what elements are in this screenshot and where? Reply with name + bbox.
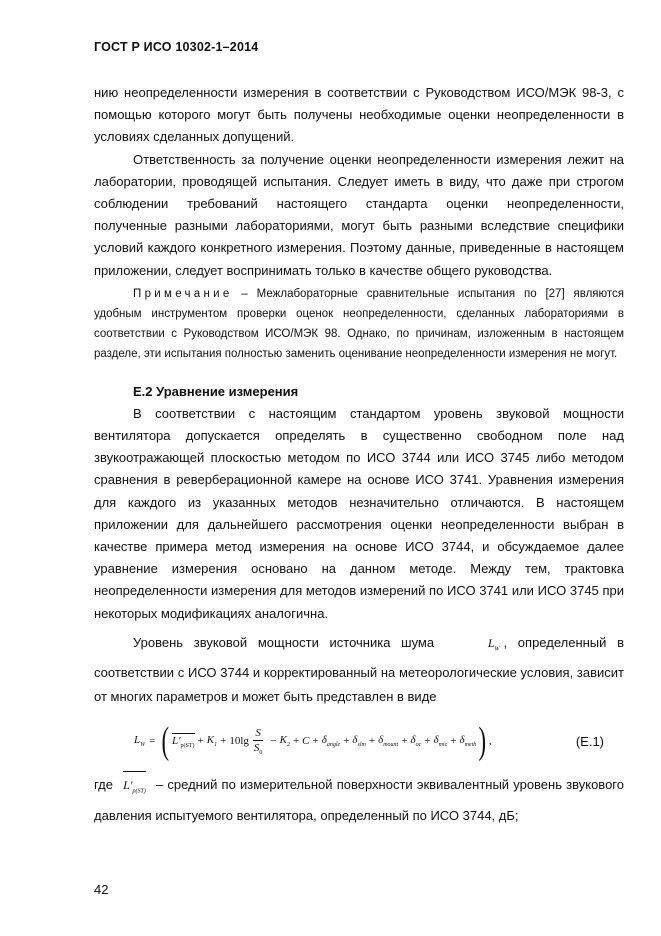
eq-delta-angle: $\delta_{angle}$ [321, 734, 341, 749]
eq-lhs: $L_W$ [134, 734, 146, 749]
page-number: 42 [94, 882, 109, 897]
symbol-lw-inline: $L_W$ [487, 635, 500, 653]
note-text: – Межлабораторные сравнительные испытания по [27] являются удобным инструментом проверки оценок неопределенности, сделанных лабораториями в соответствии с Руководством ИСО/МЭК 98. Однако, по причинам, изложенным в настоящем разделе, эти испытания полностью заменить оценивание неопределенности измерения не могут. [94, 287, 624, 360]
document-header: ГОСТ Р ИСО 10302-1–2014 [94, 40, 259, 54]
where-text: – средний по измерительной поверхности эквивалентный уровень звукового давления испытуемого вентилятора, определенный по ИСО 3744, дБ; [94, 777, 624, 823]
note-lead: Примечание [133, 287, 233, 300]
where-paragraph [94, 771, 624, 827]
left-paren: ( [161, 720, 170, 763]
page-content [94, 82, 624, 828]
eq-k2: $K_2$ [279, 734, 290, 749]
section-title: Е.2 Уравнение измерения [133, 383, 299, 399]
symbol-lp-where: $L'_{p(ST)}$ [123, 771, 146, 803]
eq-c: C [302, 735, 310, 748]
equation-e1: $L_W$ = ( $L'_{p(ST)}$ + $K_1$ + 10lg $\frac{S}{S_0}$ − $K_2$ + C + $\delta_{angle}$ + $\delta_{slm}$ + $\delta_{mount}$ + $\delta_{oc}$ + $\delta_{mic}$ + $\delta_{meth}$ ) , [134, 720, 492, 763]
eq-fraction: $\frac{S}{S_0}$ [253, 726, 263, 756]
note-block [94, 284, 624, 364]
right-paren: ) [478, 720, 487, 763]
equation-row [94, 715, 624, 769]
eq-log: 10lg [229, 735, 249, 748]
paragraph-4-end: , определенный в соответствии с ИСО 3744 и корректированный на метеорологические условия, зависит от многих параметров и может быть представлен в виде [94, 634, 625, 705]
eq-delta-oc: $\delta_{oc}$ [410, 734, 422, 749]
eq-delta-mic: $\delta_{mic}$ [433, 734, 448, 749]
paragraph-2: Ответственность за получение оценки неопределенности измерения лежит на лаборатории, проводящей испытания. Следует иметь в виду, что даже при строгом соблюдении требований настоящего стандарта оценки неопределенности, полученные разными лабораториями, могут быть разными вследствие специфики условий каждого конкретного измерения. Поэтому данные, приведенные в настоящем приложении, следует воспринимать только в качестве общего руководства. [94, 151, 624, 278]
equation-number: (Е.1) [575, 734, 604, 750]
paragraph-3: В соответствии с настоящим стандартом уровень звуковой мощности вентилятора допускается определять в существенно свободном поле над звукоотражающей плоскостью методом по ИСО 3744 или ИСО 3745 либо методом сравнения в реверберационной камере на основе ИСО 3741. Уравнения измерения для каждого из указанных методов незначительно отличаются. В настоящем приложении для дальнейшего рассмотрения оценки неопределенности выбран в качестве примера метод измерения на основе ИСО 3744, и обсуждаемое далее уравнение измерения основано на данном методе. Между тем, трактовка неопределенности измерения для методов измерений по ИСО 3741 или ИСО 3745 при некоторых модификациях аналогична. [94, 405, 624, 621]
eq-delta-meth: $\delta_{meth}$ [459, 734, 477, 749]
paragraph-4 [94, 631, 624, 709]
where-word: где [94, 777, 113, 793]
eq-delta-slm: $\delta_{slm}$ [352, 734, 366, 749]
paragraph-1: нию неопределенности измерения в соответствии с Руководством ИСО/МЭК 98-3, с помощью которого могут быть получены необходимые оценки неопределенности в условиях сделанных допущений. [94, 85, 624, 145]
paragraph-4-start: Уровень звуковой мощности источника шума [133, 634, 435, 650]
eq-delta-mount: $\delta_{mount}$ [378, 734, 399, 749]
eq-lp-avg: $L'_{p(ST)}$ [172, 735, 195, 750]
eq-k1: $K_1$ [206, 734, 218, 749]
